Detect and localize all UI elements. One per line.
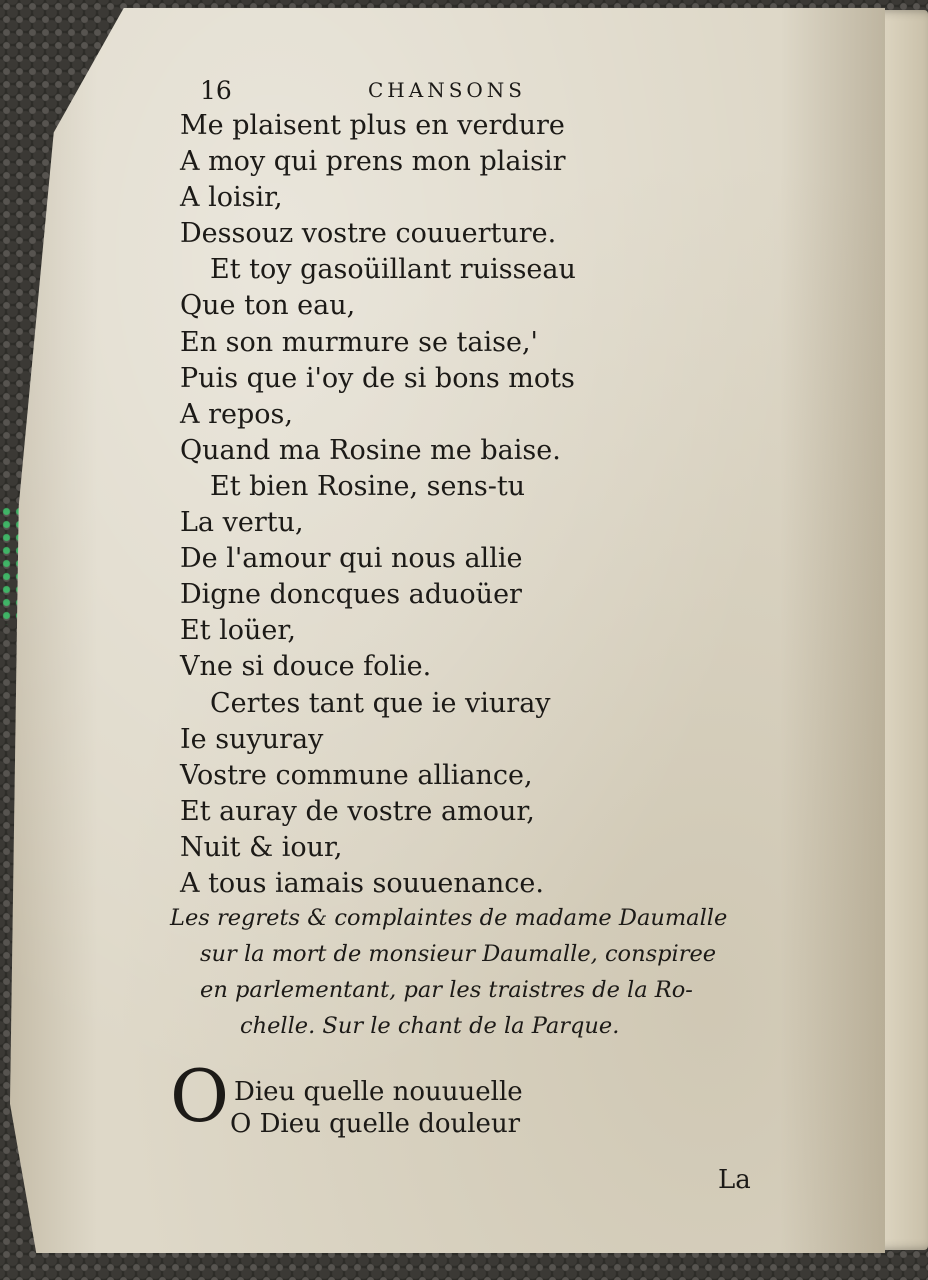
verse-line: A loisir, — [180, 182, 283, 214]
song-line: Dieu quelle nouuuelle — [234, 1077, 523, 1107]
verse-line: Digne doncques aduoüer — [180, 579, 522, 611]
verse-line: De l'amour qui nous allie — [180, 543, 523, 575]
verse-line: Certes tant que ie viuray — [210, 687, 551, 719]
song-lines — [230, 1076, 523, 1140]
page-header — [200, 76, 600, 106]
verse-line: Puis que i'oy de si bons mots — [180, 362, 575, 394]
song-opening — [170, 1054, 620, 1142]
verse-line: Me plaisent plus en verdure — [180, 110, 565, 141]
heading-line: sur la mort de monsieur Daumalle, conspiree — [200, 941, 717, 967]
verse-line: Nuit & iour, — [180, 831, 343, 863]
verse-line: Et toy gasoüillant ruisseau — [210, 254, 576, 286]
verse-line: Et auray de vostre amour, — [180, 795, 535, 827]
song-heading — [170, 900, 790, 1044]
verse-block — [180, 108, 600, 902]
drop-cap: O — [170, 1054, 230, 1138]
verse-line: A moy qui prens mon plaisir — [180, 146, 566, 178]
verse-line: En son murmure se taise,' — [180, 326, 538, 358]
verse-line: A tous iamais souuenance. — [180, 867, 544, 899]
verse-line: Vne si douce folie. — [180, 651, 432, 683]
heading-line: en parlementant, par les traistres de la Ro- — [200, 977, 693, 1003]
verse-line: Que ton eau, — [180, 290, 356, 322]
song-line: O Dieu quelle douleur — [230, 1109, 521, 1139]
verse-line: A repos, — [180, 398, 293, 430]
page-number: 16 — [200, 76, 232, 105]
heading-line: Les regrets & complaintes de madame Daumalle — [170, 905, 728, 931]
catchword: La — [718, 1165, 751, 1195]
verse-line: Dessouz vostre couuerture. — [180, 218, 557, 250]
heading-line: chelle. Sur le chant de la Parque. — [240, 1013, 620, 1039]
verse-line: La vertu, — [180, 507, 304, 539]
verse-line: Quand ma Rosine me baise. — [180, 434, 561, 466]
verse-line: Et bien Rosine, sens-tu — [210, 470, 526, 502]
verse-line: Vostre commune alliance, — [180, 759, 533, 791]
verse-line: Ie suyuray — [180, 723, 324, 755]
verse-line: Et loüer, — [180, 615, 296, 647]
running-title: CHANSONS — [368, 78, 526, 102]
